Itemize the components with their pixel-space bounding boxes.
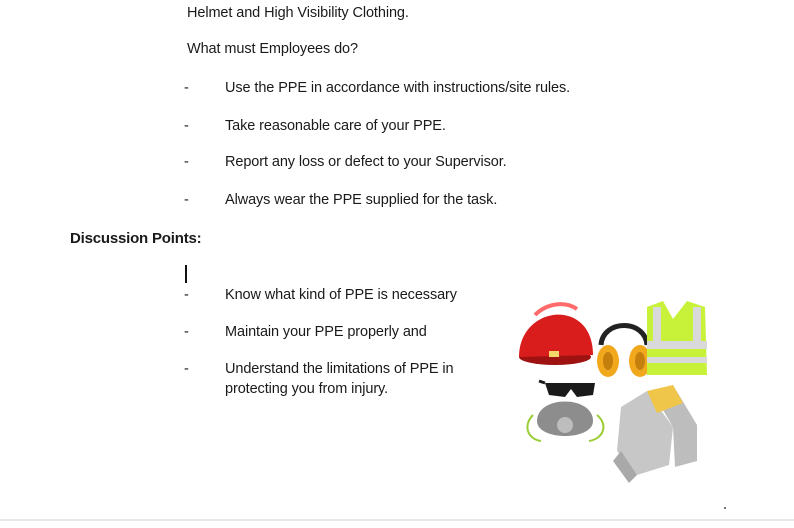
bullet-dash: - <box>184 154 189 170</box>
employees-question: What must Employees do? <box>187 41 358 57</box>
duty-item: Take reasonable care of your PPE. <box>225 118 446 134</box>
duty-item: Always wear the PPE supplied for the task. <box>225 192 498 208</box>
ppe-illustration <box>497 275 735 505</box>
bullet-dash: - <box>184 361 189 377</box>
discussion-heading: Discussion Points: <box>70 230 202 247</box>
duty-item: Use the PPE in accordance with instructions/site rules. <box>225 80 571 96</box>
duty-item: Report any loss or defect to your Supervisor. <box>225 154 507 170</box>
discussion-item-continued: protecting you from injury. <box>225 381 389 397</box>
discussion-item: Know what kind of PPE is necessary <box>225 287 457 303</box>
page-bottom-edge <box>0 519 794 521</box>
ear-defenders-icon <box>597 326 651 378</box>
safety-glasses-icon <box>539 381 595 397</box>
discussion-item: Maintain your PPE properly and <box>225 324 427 340</box>
intro-text-tail: Helmet and High Visibility Clothing. <box>187 5 409 21</box>
bullet-dash: - <box>184 324 189 340</box>
hi-vis-vest-icon <box>647 301 707 375</box>
ppe-equipment-image <box>497 275 735 505</box>
speck <box>724 507 726 509</box>
bullet-dash: - <box>184 118 189 134</box>
work-gloves-icon <box>613 385 697 483</box>
text-cursor[interactable] <box>185 265 187 283</box>
hard-hat-icon <box>519 304 593 365</box>
bullet-dash: - <box>184 192 189 208</box>
bullet-dash: - <box>184 287 189 303</box>
bullet-dash: - <box>184 80 189 96</box>
dust-mask-icon <box>527 402 603 442</box>
discussion-item: Understand the limitations of PPE in <box>225 361 454 377</box>
